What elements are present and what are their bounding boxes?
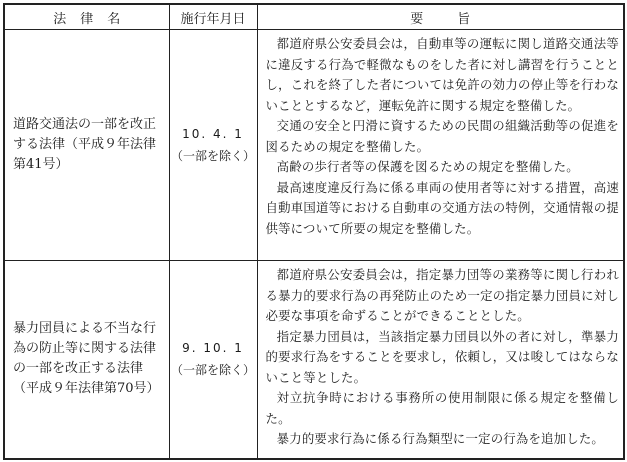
law-name-cell: 暴力団員による不当な行為の防止等に関する法律の一部を改正する法律（平成９年法律第70号）: [4, 261, 169, 459]
effective-date-note: （一部を除く）: [170, 363, 255, 378]
summary-cell: [257, 30, 624, 261]
summary-cell: [257, 261, 624, 459]
summary-paragraph: 都道府県公安委員会は，指定暴力団等の業務等に関し行われる暴力的要求行為の再発防止のため一定の指定暴力団員に対し必要な事項を命ずることができることとした。: [265, 267, 619, 323]
law-summary-table: [3, 3, 625, 460]
effective-date-note: （一部を除く）: [170, 149, 255, 163]
table-row: [4, 30, 624, 261]
summary-paragraph: 暴力的要求行為に係る行為類型に一定の行為を追加した。: [276, 431, 605, 446]
summary-paragraph: 対立抗争時における事務所の使用制限に係る規定を整備した。: [265, 390, 619, 426]
summary-paragraph: 高齢の歩行者等の保護を図るための規定を整備した。: [276, 159, 579, 174]
summary-paragraph: 最高速度違反行為に係る車両の使用者等に対する措置，高速自動車国道等における自動車の交通方法の特例，交通情報の提供等について所要の規定を整備した。: [265, 179, 619, 236]
summary-paragraph: 都道府県公安委員会は，自動車等の運転に関し道路交通法等に違反する行為で軽微なものをした者に対し講習を行うこととし，これを終了した者については免許の効力の停止等を行わないこととするなど，運転免許に関する規定を整備した。: [265, 36, 619, 113]
table-row: [4, 261, 624, 459]
effective-date-value: 9. 10. 1: [182, 341, 244, 356]
summary-paragraph: 指定暴力団員は，当該指定暴力団員以外の者に対し，準暴力的要求行為をすることを要求し，依頼し，又は唆してはならないこと等とした。: [265, 328, 619, 385]
effective-date-value: 10. 4. 1: [182, 127, 244, 141]
summary-paragraph: 交通の安全と円滑に資するための民間の組織活動等の促進を図るための規定を整備した。: [265, 118, 619, 154]
law-name-cell: 道路交通法の一部を改正する法律（平成９年法律第41号）: [4, 30, 169, 261]
effective-date-cell: [169, 30, 257, 261]
summary-header: 要旨: [257, 4, 624, 30]
effective-date-cell: [169, 261, 257, 459]
law-name-header: 法律名: [4, 4, 169, 30]
header-row: [4, 4, 624, 30]
effective-date-header: 施行年月日: [169, 4, 257, 30]
